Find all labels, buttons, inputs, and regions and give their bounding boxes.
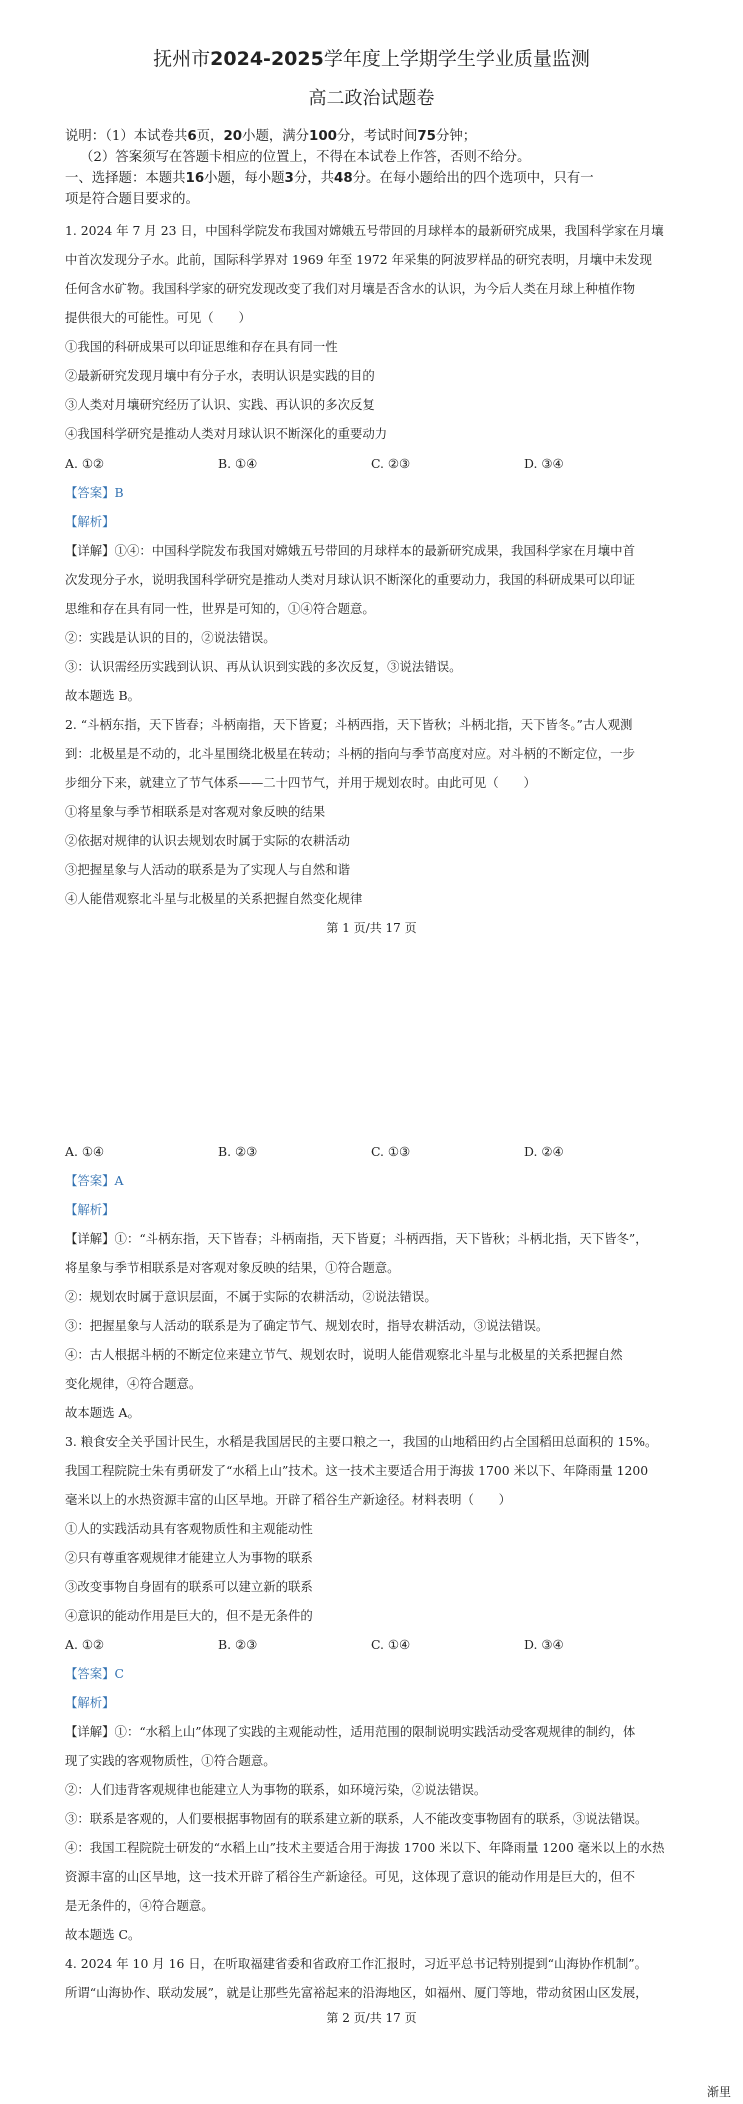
page-footer-1: 第 1 页/共 17 页 <box>326 921 417 935</box>
q2-detail: ④：古人根据斗柄的不断定位来建立节气、规划农时，说明人能借观察北斗星与北极星的关系把握自然 <box>65 1347 623 1362</box>
title-years: 2024-2025 <box>210 48 324 70</box>
q3-statement-3: ③改变事物自身固有的联系可以建立新的联系 <box>65 1579 313 1594</box>
q2-detail: 变化规律，④符合题意。 <box>65 1376 202 1391</box>
q3-detail: 【详解】①：“水稻上山”体现了实践的主观能动性，适用范围的限制说明实践活动受客观规律的制约，体 <box>65 1724 636 1739</box>
q3-text: 3. 粮食安全关乎国计民生，水稻是我国居民的主要口粮之一，我国的山地稻田约占全国稻田总面积的 15%。 <box>65 1434 658 1449</box>
q1-detail: 次发现分子水，说明我国科学研究是推动人类对月球认识不断深化的重要动力，我国的科研成果可以印证 <box>65 572 635 587</box>
q1-statement-3: ③人类对月壤研究经历了认识、实践、再认识的多次反复 <box>65 397 375 412</box>
q2-statement-2: ②依据对规律的认识去规划农时属于实际的农耕活动 <box>65 833 350 848</box>
q3-analysis-tag: 【解析】 <box>65 1695 115 1710</box>
q1-text: 1. 2024 年 7 月 23 日，中国科学院发布我国对嫦娥五号带回的月球样本的最新研究成果，我国科学家在月壤 <box>65 223 664 238</box>
q2-answer: 【答案】A <box>65 1173 124 1188</box>
q1-option-b: B. ①④ <box>218 456 258 471</box>
exam-subtitle: 高二政治试题卷 <box>308 88 435 109</box>
title-prefix: 抚州市 <box>153 48 211 70</box>
q3-detail: ④：我国工程院院士研发的“水稻上山”技术主要适合用于海拔 1700 米以下、年降雨量 1200 毫米以上的水热 <box>65 1840 665 1855</box>
q2-text: 2. “斗柄东指，天下皆春；斗柄南指，天下皆夏；斗柄西指，天下皆秋；斗柄北指，天下皆冬。”古人观测 <box>65 717 633 732</box>
q1-detail: 思维和存在具有同一性，世界是可知的，①④符合题意。 <box>65 601 375 616</box>
q2-detail: 将星象与季节相联系是对客观对象反映的结果，①符合题意。 <box>65 1260 400 1275</box>
q3-statement-1: ①人的实践活动具有客观物质性和主观能动性 <box>65 1521 313 1536</box>
q2-statement-4: ④人能借观察北斗星与北极星的关系把握自然变化规律 <box>65 891 363 906</box>
q1-option-d: D. ③④ <box>524 456 564 471</box>
q2-detail: ②：规划农时属于意识层面，不属于实际的农耕活动，②说法错误。 <box>65 1289 437 1304</box>
q1-options <box>65 455 690 473</box>
q3-detail: 现了实践的客观物质性，①符合题意。 <box>65 1753 276 1768</box>
q3-detail: 资源丰富的山区旱地，这一技术开辟了稻谷生产新途径。可见，这体现了意识的能动作用是巨大的，但不 <box>65 1869 635 1884</box>
q1-answer: 【答案】B <box>65 485 124 500</box>
q3-text: 我国工程院院士朱有勇研发了“水稻上山”技术。这一技术主要适合用于海拔 1700 米以下、年降雨量 1200 <box>65 1463 649 1478</box>
section-one-heading: 一、选择题：本题共16小题，每小题3分，共48分。在每小题给出的四个选项中，只有一 <box>65 171 594 186</box>
q1-text: 任何含水矿物。我国科学家的研究发现改变了我们对月壤是否含水的认识，为今后人类在月球上种植作物 <box>65 281 635 296</box>
q2-statement-3: ③把握星象与人活动的联系是为了实现人与自然和谐 <box>65 862 350 877</box>
q1-statement-2: ②最新研究发现月壤中有分子水，表明认识是实践的目的 <box>65 368 375 383</box>
q2-option-a: A. ①④ <box>65 1144 105 1159</box>
q3-answer: 【答案】C <box>65 1666 125 1681</box>
corner-label: 渐里 <box>706 2085 731 2099</box>
q2-option-c: C. ①③ <box>371 1144 411 1159</box>
section-one-heading-cont: 项是符合题目要求的。 <box>65 192 199 207</box>
exam-title <box>0 46 743 72</box>
q3-option-c: C. ①④ <box>371 1637 411 1652</box>
q3-option-a: A. ①② <box>65 1637 105 1652</box>
q4-text: 所谓“山海协作、联动发展”，就是让那些先富裕起来的沿海地区，如福州、厦门等地，带动贫困山区发展， <box>65 1985 648 2000</box>
q1-text: 中首次发现分子水。此前，国际科学界对 1969 年至 1972 年采集的阿波罗样品的研究表明，月壤中未发现 <box>65 252 652 267</box>
q2-statement-1: ①将星象与季节相联系是对客观对象反映的结果 <box>65 804 326 819</box>
q3-statement-2: ②只有尊重客观规律才能建立人为事物的联系 <box>65 1550 313 1565</box>
title-suffix: 学年度上学期学生学业质量监测 <box>323 48 590 70</box>
page-footer-2: 第 2 页/共 17 页 <box>326 2011 417 2025</box>
q3-conclusion: 故本题选 C。 <box>65 1927 141 1942</box>
q2-detail: ③：把握星象与人活动的联系是为了确定节气、规划农时，指导农耕活动，③说法错误。 <box>65 1318 549 1333</box>
q1-option-a: A. ①② <box>65 456 105 471</box>
q1-detail: ②：实践是认识的目的，②说法错误。 <box>65 630 276 645</box>
q3-text: 毫米以上的水热资源丰富的山区旱地。开辟了稻谷生产新途径。材料表明（ ） <box>65 1492 512 1507</box>
q2-text: 到：北极星是不动的，北斗星围绕北极星在转动；斗柄的指向与季节高度对应。对斗柄的不断定位，一步 <box>65 746 635 761</box>
q1-detail: 【详解】①④：中国科学院发布我国对嫦娥五号带回的月球样本的最新研究成果，我国科学家在月壤中首 <box>65 543 635 558</box>
q1-statement-4: ④我国科学研究是推动人类对月球认识不断深化的重要动力 <box>65 426 388 441</box>
q2-option-b: B. ②③ <box>218 1144 258 1159</box>
q3-option-d: D. ③④ <box>524 1637 564 1652</box>
q3-options <box>65 1636 690 1654</box>
q3-option-b: B. ②③ <box>218 1637 258 1652</box>
q2-analysis-tag: 【解析】 <box>65 1202 115 1217</box>
q3-detail: ②：人们违背客观规律也能建立人为事物的联系，如环境污染，②说法错误。 <box>65 1782 487 1797</box>
q2-text: 步细分下来，就建立了节气体系——二十四节气，并用于规划农时。由此可见（ ） <box>65 775 536 790</box>
exam-page-1 <box>0 0 743 990</box>
instruction-line-2: （2）答案须写在答题卡相应的位置上，不得在本试卷上作答，否则不给分。 <box>80 150 531 165</box>
q1-text: 提供很大的可能性。可见（ ） <box>65 310 251 325</box>
q3-statement-4: ④意识的能动作用是巨大的，但不是无条件的 <box>65 1608 313 1623</box>
q2-options <box>65 1143 690 1161</box>
q3-detail: ③：联系是客观的，人们要根据事物固有的联系建立新的联系，人不能改变事物固有的联系，③说法错误。 <box>65 1811 648 1826</box>
q1-option-c: C. ②③ <box>371 456 411 471</box>
q2-conclusion: 故本题选 A。 <box>65 1405 140 1420</box>
instruction-line-1: 说明：（1）本试卷共6页，20小题，满分100分，考试时间75分钟； <box>65 129 477 144</box>
q3-detail: 是无条件的，④符合题意。 <box>65 1898 214 1913</box>
q2-detail: 【详解】①：“斗柄东指，天下皆春；斗柄南指，天下皆夏；斗柄西指，天下皆秋；斗柄北指，天下皆冬”， <box>65 1231 648 1246</box>
q1-statement-1: ①我国的科研成果可以印证思维和存在具有同一性 <box>65 339 338 354</box>
exam-page-2 <box>0 1132 743 2104</box>
q1-analysis-tag: 【解析】 <box>65 514 115 529</box>
q1-detail: ③：认识需经历实践到认识、再从认识到实践的多次反复，③说法错误。 <box>65 659 462 674</box>
q4-text: 4. 2024 年 10 月 16 日，在听取福建省委和省政府工作汇报时，习近平总书记特别提到“山海协作机制”。 <box>65 1956 648 1971</box>
q1-conclusion: 故本题选 B。 <box>65 688 140 703</box>
q2-option-d: D. ②④ <box>524 1144 564 1159</box>
